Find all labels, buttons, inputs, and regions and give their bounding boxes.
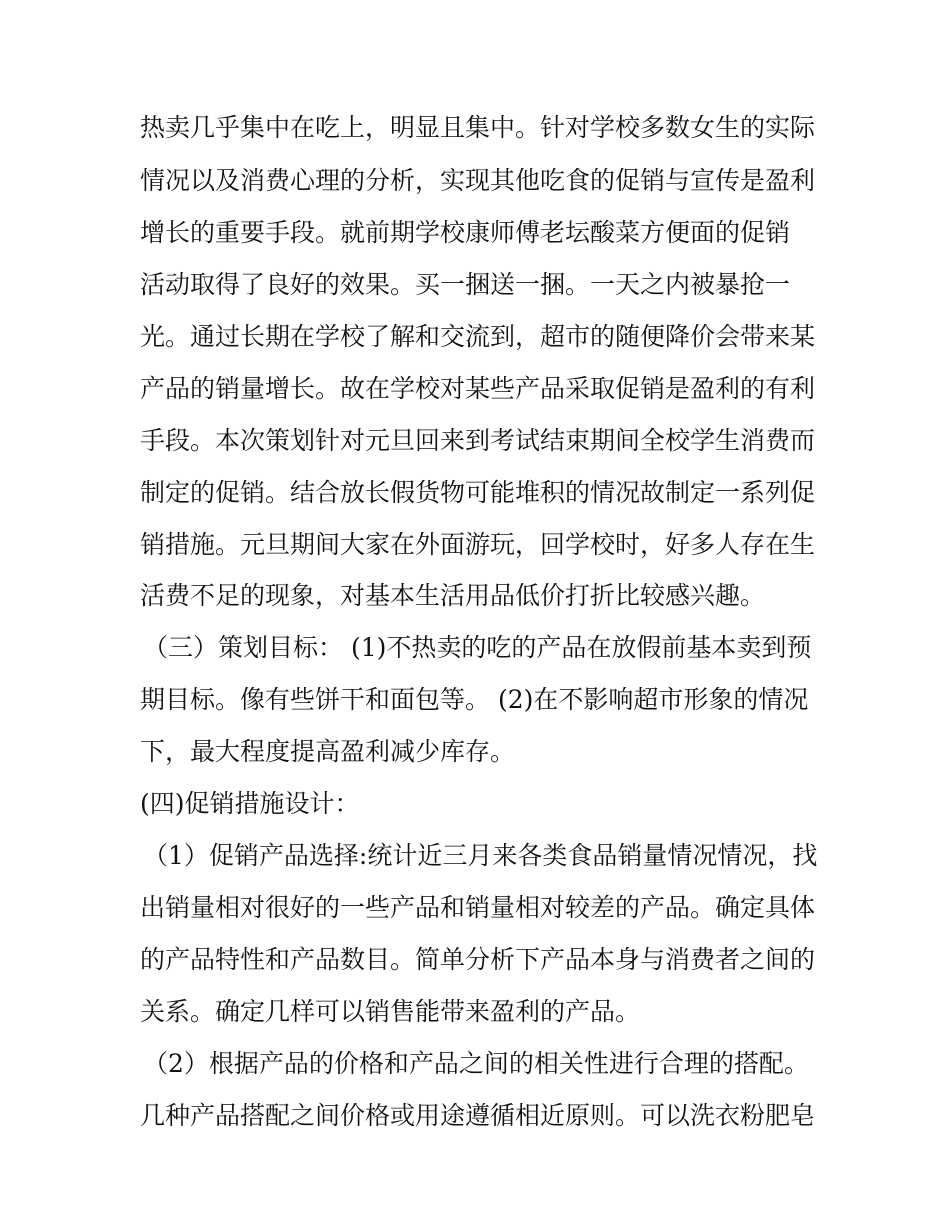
body-text-line: 活动取得了良好的效果。买一捆送一捆。一天之内被暴抢一 bbox=[140, 270, 791, 299]
list-item-1: （1）促销产品选择:统计近三月来各类食品销量情况情况，找 bbox=[143, 841, 818, 870]
body-text-line: 制定的促销。结合放长假货物可能堆积的情况故制定一系列促 bbox=[140, 478, 816, 507]
body-text-line: 产品的销量增长。故在学校对某些产品采取促销是盈利的有利 bbox=[140, 374, 816, 403]
body-text-line: 的产品特性和产品数目。简单分析下产品本身与消费者之间的 bbox=[140, 945, 816, 974]
body-text-line: 几种产品搭配之间价格或用途遵循相近原则。可以洗衣粉肥皂 bbox=[140, 1101, 816, 1130]
body-text-line: 活费不足的现象，对基本生活用品低价打折比较感兴趣。 bbox=[140, 581, 766, 610]
body-text-line: 下，最大程度提高盈利减少库存。 bbox=[140, 737, 516, 766]
body-text-line: 光。通过长期在学校了解和交流到，超市的随便降价会带来某 bbox=[140, 322, 816, 351]
body-text-line: 期目标。像有些饼干和面包等。 (2)在不影响超市形象的情况 bbox=[140, 685, 809, 714]
body-text-line: 出销量相对很好的一些产品和销量相对较差的产品。确定具体 bbox=[140, 893, 816, 922]
body-text-line: 热卖几乎集中在吃上，明显且集中。针对学校多数女生的实际 bbox=[140, 113, 816, 142]
body-text-line: 增长的重要手段。就前期学校康师傅老坛酸菜方便面的促销 bbox=[140, 218, 791, 247]
list-item-2: （2）根据产品的价格和产品之间的相关性进行合理的搭配。 bbox=[143, 1049, 809, 1078]
section-heading-goals: （三）策划目标： (1)不热卖的吃的产品在放假前基本卖到预 bbox=[143, 633, 812, 662]
body-text-line: 销措施。元旦期间大家在外面游玩，回学校时，好多人存在生 bbox=[140, 530, 816, 559]
section-heading-measures: (四)促销措施设计： bbox=[140, 789, 360, 818]
body-text-line: 手段。本次策划针对元旦回来到考试结束期间全校学生消费而 bbox=[140, 426, 816, 455]
body-text-line: 关系。确定几样可以销售能带来盈利的产品。 bbox=[140, 997, 641, 1026]
body-text-line: 情况以及消费心理的分析，实现其他吃食的促销与宣传是盈利 bbox=[140, 166, 816, 195]
